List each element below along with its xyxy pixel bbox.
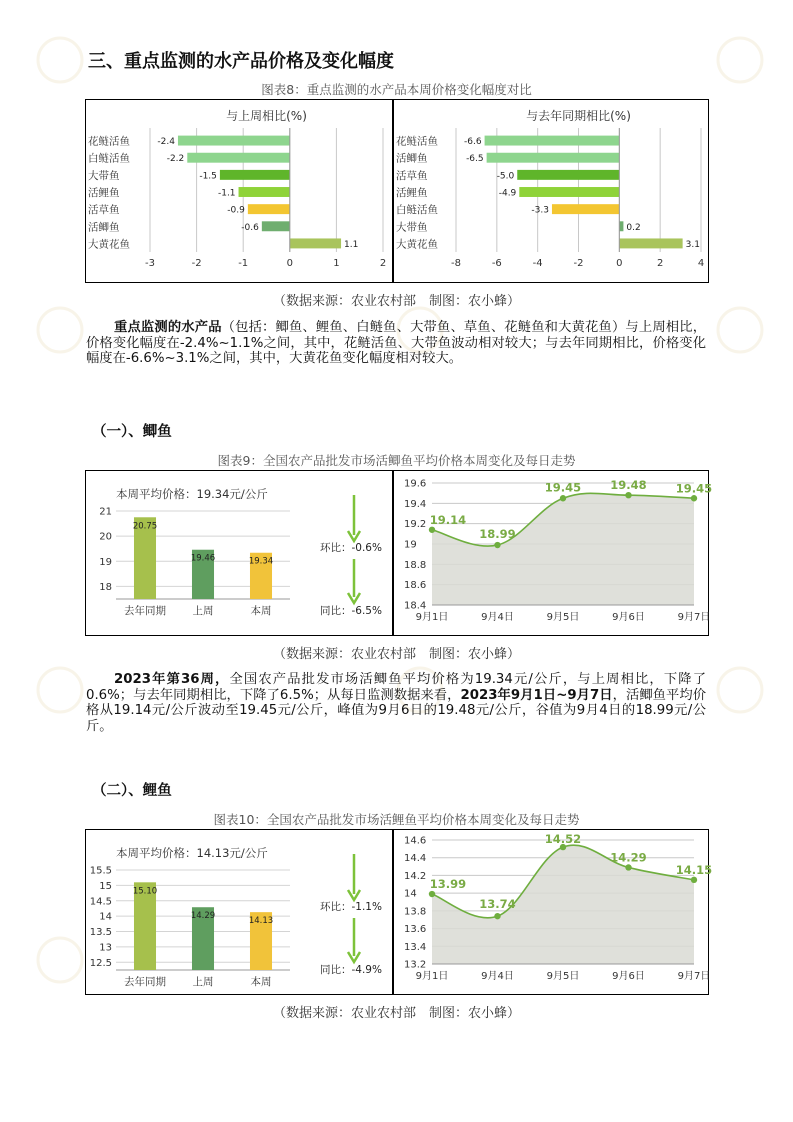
chart-title: 与上周相比(%): [226, 109, 307, 123]
data-point: [494, 542, 500, 548]
data-label: 3.1: [685, 239, 700, 250]
paragraph-date-range: 2023年9月1日~9月7日: [460, 687, 613, 703]
data-label: 19.45: [675, 481, 713, 496]
chart-title: 本周平均价格：14.13元/公斤: [116, 846, 268, 860]
figure-10-source: （数据来源：农业农村部 制图：农小蜂）: [272, 1006, 520, 1021]
chart-crucian-daily-trend: [394, 471, 713, 635]
bar: [290, 238, 341, 248]
area-fill: [429, 493, 694, 605]
paragraph-week: 2023年第36周，: [114, 672, 230, 687]
chart-year-over-year: [394, 100, 708, 282]
y-tick-label: 19: [99, 556, 112, 568]
data-label: -6.6: [464, 137, 482, 148]
paragraph-crucian: [86, 672, 706, 734]
x-tick-label: 本周: [250, 605, 272, 617]
category-label: 活鲫鱼: [88, 221, 120, 234]
yoy-change-label: 同比：-4.9%: [320, 964, 382, 976]
x-tick-label: 本周: [250, 976, 272, 988]
bar: [485, 136, 620, 146]
x-tick-label: 9月7日: [677, 971, 711, 982]
y-tick-label: 13.6: [404, 924, 427, 936]
y-tick-label: 15.5: [89, 865, 112, 877]
data-label: 19.46: [190, 553, 216, 564]
data-label: 0.2: [626, 222, 641, 233]
data-label: 19.45: [544, 480, 582, 495]
data-label: 14.29: [190, 911, 216, 922]
x-tick-label: 上周: [192, 605, 214, 617]
bar: [178, 136, 290, 146]
x-tick-label: 去年同期: [124, 605, 166, 617]
bar: [262, 221, 290, 231]
data-point: [691, 495, 697, 501]
figure-8-source: （数据来源：农业农村部 制图：农小蜂）: [272, 294, 520, 309]
data-point: [494, 913, 500, 919]
x-tick-label: -8: [451, 258, 461, 269]
x-tick-label: -6: [491, 258, 502, 269]
category-label: 大黄花鱼: [396, 238, 438, 251]
chart-title: 与去年同期相比(%): [526, 109, 631, 123]
paragraph-crucian-body-1: 全国农产品批发市场活鲫鱼平均价格为19.34元/公斤，与上周相比，下降了0.6%；与去年同期相比，下降了6.5%；从每日监测数据来看，: [86, 672, 707, 703]
data-label: 15.10: [132, 886, 158, 897]
bar: [487, 153, 620, 163]
y-tick-label: 14.2: [404, 870, 427, 882]
category-label: 白鲢活鱼: [396, 204, 438, 217]
x-tick-label: 9月5日: [546, 612, 580, 623]
y-tick-label: 14: [404, 888, 417, 900]
paragraph-summary: [86, 320, 706, 367]
data-label: 1.1: [344, 239, 359, 250]
data-label: 14.29: [610, 850, 647, 865]
y-tick-label: 19.6: [404, 478, 427, 490]
x-tick-label: -2: [191, 258, 202, 269]
y-tick-label: 13.4: [404, 941, 427, 953]
bar: [187, 153, 290, 163]
figure-10: [85, 829, 713, 995]
x-tick-label: 9月1日: [415, 612, 449, 623]
x-tick-label: 9月5日: [546, 971, 580, 982]
figure-8: [85, 99, 709, 283]
data-label: 18.99: [479, 527, 516, 542]
category-label: 花鲢活鱼: [88, 135, 130, 148]
figure-8-caption: 图表8：重点监测的水产品本周价格变化幅度对比: [261, 82, 532, 97]
data-label: -2.4: [157, 137, 175, 148]
x-tick-label: 上周: [192, 976, 214, 988]
chart-carp-price-compare: [86, 830, 392, 994]
y-tick-label: 19.4: [404, 498, 427, 510]
y-tick-label: 18.8: [404, 559, 427, 571]
data-point: [429, 527, 435, 533]
y-tick-label: 12.5: [89, 957, 112, 969]
yoy-change-label: 同比：-6.5%: [320, 605, 382, 617]
data-point: [429, 891, 435, 897]
y-tick-label: 18.4: [404, 600, 427, 612]
data-point: [625, 492, 631, 498]
x-tick-label: -1: [238, 258, 249, 269]
category-label: 活鲫鱼: [396, 152, 428, 165]
x-tick-label: 9月4日: [481, 971, 514, 982]
figure-9: [85, 470, 713, 636]
category-label: 活草鱼: [88, 204, 120, 217]
data-label: -1.1: [217, 188, 236, 199]
y-tick-label: 13.8: [404, 906, 427, 918]
category-label: 花鲢活鱼: [396, 135, 438, 148]
x-tick-label: 4: [697, 258, 705, 269]
data-label: 14.15: [675, 862, 713, 877]
section-title: 三、重点监测的水产品价格及变化幅度: [88, 51, 394, 72]
chart-title: 本周平均价格：19.34元/公斤: [116, 487, 268, 501]
data-label: -2.2: [166, 154, 185, 165]
paragraph-body: （包括：鲫鱼、鲤鱼、白鲢鱼、大带鱼、草鱼、花鲢鱼和大黄花鱼）与上周相比，价格变化幅度在-2.4%~1.1%之间，其中，花鲢活鱼、大带鱼波动相对较大；与去年同期相比，价格变化幅度在-6.6%~3.1%之间，其中，大黄花鱼变化幅度相对较大。: [86, 320, 707, 366]
area-fill: [429, 845, 694, 964]
data-label: 20.75: [132, 521, 158, 532]
data-label: -4.9: [498, 188, 517, 199]
x-tick-label: 9月6日: [612, 971, 645, 982]
y-tick-label: 18.6: [404, 580, 427, 592]
data-label: 19.34: [248, 556, 274, 567]
x-tick-label: -2: [573, 258, 584, 269]
subsection-crucian-title: （一）、鲫鱼: [92, 424, 172, 440]
bar: [239, 187, 290, 197]
x-tick-label: -4: [532, 258, 543, 269]
data-label: 14.52: [544, 832, 582, 847]
bar: [552, 204, 619, 214]
bar: [248, 204, 290, 214]
data-point: [625, 864, 631, 870]
x-tick-label: 9月1日: [415, 971, 449, 982]
y-tick-label: 21: [99, 506, 112, 518]
y-tick-label: 18: [99, 581, 112, 593]
category-label: 活鲤鱼: [88, 187, 120, 199]
x-tick-label: 1: [333, 258, 340, 269]
chart-carp-daily-trend: [394, 830, 713, 994]
x-tick-label: 去年同期: [124, 976, 166, 988]
bar: [619, 221, 623, 231]
data-label: -3.3: [531, 205, 549, 216]
figure-9-caption: 图表9：全国农产品批发市场活鲫鱼平均价格本周变化及每日走势: [217, 453, 576, 468]
data-label: 13.74: [479, 897, 516, 912]
x-tick-label: 2: [656, 258, 664, 269]
chain-change-label: 环比：-1.1%: [320, 901, 382, 913]
paragraph-lead: 重点监测的水产品: [114, 320, 222, 335]
subsection-carp-title: （二）、鲤鱼: [92, 783, 172, 799]
y-tick-label: 14.4: [404, 853, 427, 865]
data-label: 19.48: [610, 478, 647, 493]
bar: [220, 170, 290, 180]
x-tick-label: 9月4日: [481, 612, 514, 623]
data-label: 19.14: [429, 512, 467, 527]
bar: [519, 187, 619, 197]
figure-9-source: （数据来源：农业农村部 制图：农小蜂）: [272, 647, 520, 662]
category-label: 大黄花鱼: [88, 238, 130, 251]
y-tick-label: 15: [99, 880, 112, 892]
figure-10-caption: 图表10：全国农产品批发市场活鲤鱼平均价格本周变化及每日走势: [213, 812, 580, 827]
y-tick-label: 14.6: [404, 835, 427, 847]
y-tick-label: 13: [99, 942, 112, 954]
data-point: [560, 495, 566, 501]
data-label: -1.5: [199, 171, 217, 182]
chart-week-over-week: [86, 100, 392, 282]
bar: [517, 170, 619, 180]
category-label: 活草鱼: [396, 169, 428, 182]
y-tick-label: 20: [99, 531, 112, 543]
data-label: 13.99: [429, 877, 467, 892]
chain-change-label: 环比：-0.6%: [320, 542, 382, 554]
x-tick-label: 9月6日: [612, 612, 645, 623]
category-label: 大带鱼: [396, 221, 428, 234]
y-tick-label: 19.2: [404, 519, 427, 531]
y-tick-label: 14.5: [89, 896, 112, 908]
data-label: 14.13: [248, 916, 274, 927]
x-tick-label: 9月7日: [677, 612, 711, 623]
data-label: -0.9: [227, 205, 245, 216]
category-label: 大带鱼: [88, 169, 120, 182]
bar: [619, 238, 682, 248]
data-label: -5.0: [496, 171, 515, 182]
chart-crucian-price-compare: [86, 471, 392, 635]
y-tick-label: 13.5: [89, 927, 112, 939]
category-label: 活鲤鱼: [396, 187, 428, 199]
y-tick-label: 13.2: [404, 959, 427, 971]
y-tick-label: 14: [99, 911, 112, 923]
x-tick-label: 0: [286, 258, 293, 269]
paragraph-crucian-body-2: ，活鲫鱼平均价格从19.14元/公斤波动至19.45元/公斤，峰值为9月6日的19.48元/公斤，谷值为9月4日的18.99元/公斤。: [86, 687, 706, 734]
x-tick-label: 2: [379, 258, 387, 269]
data-label: -6.5: [466, 154, 484, 165]
x-tick-label: 0: [616, 258, 623, 269]
data-label: -0.6: [241, 222, 259, 233]
y-tick-label: 19: [404, 539, 417, 551]
x-tick-label: -3: [145, 258, 155, 269]
data-point: [691, 877, 697, 883]
category-label: 白鲢活鱼: [88, 152, 130, 165]
